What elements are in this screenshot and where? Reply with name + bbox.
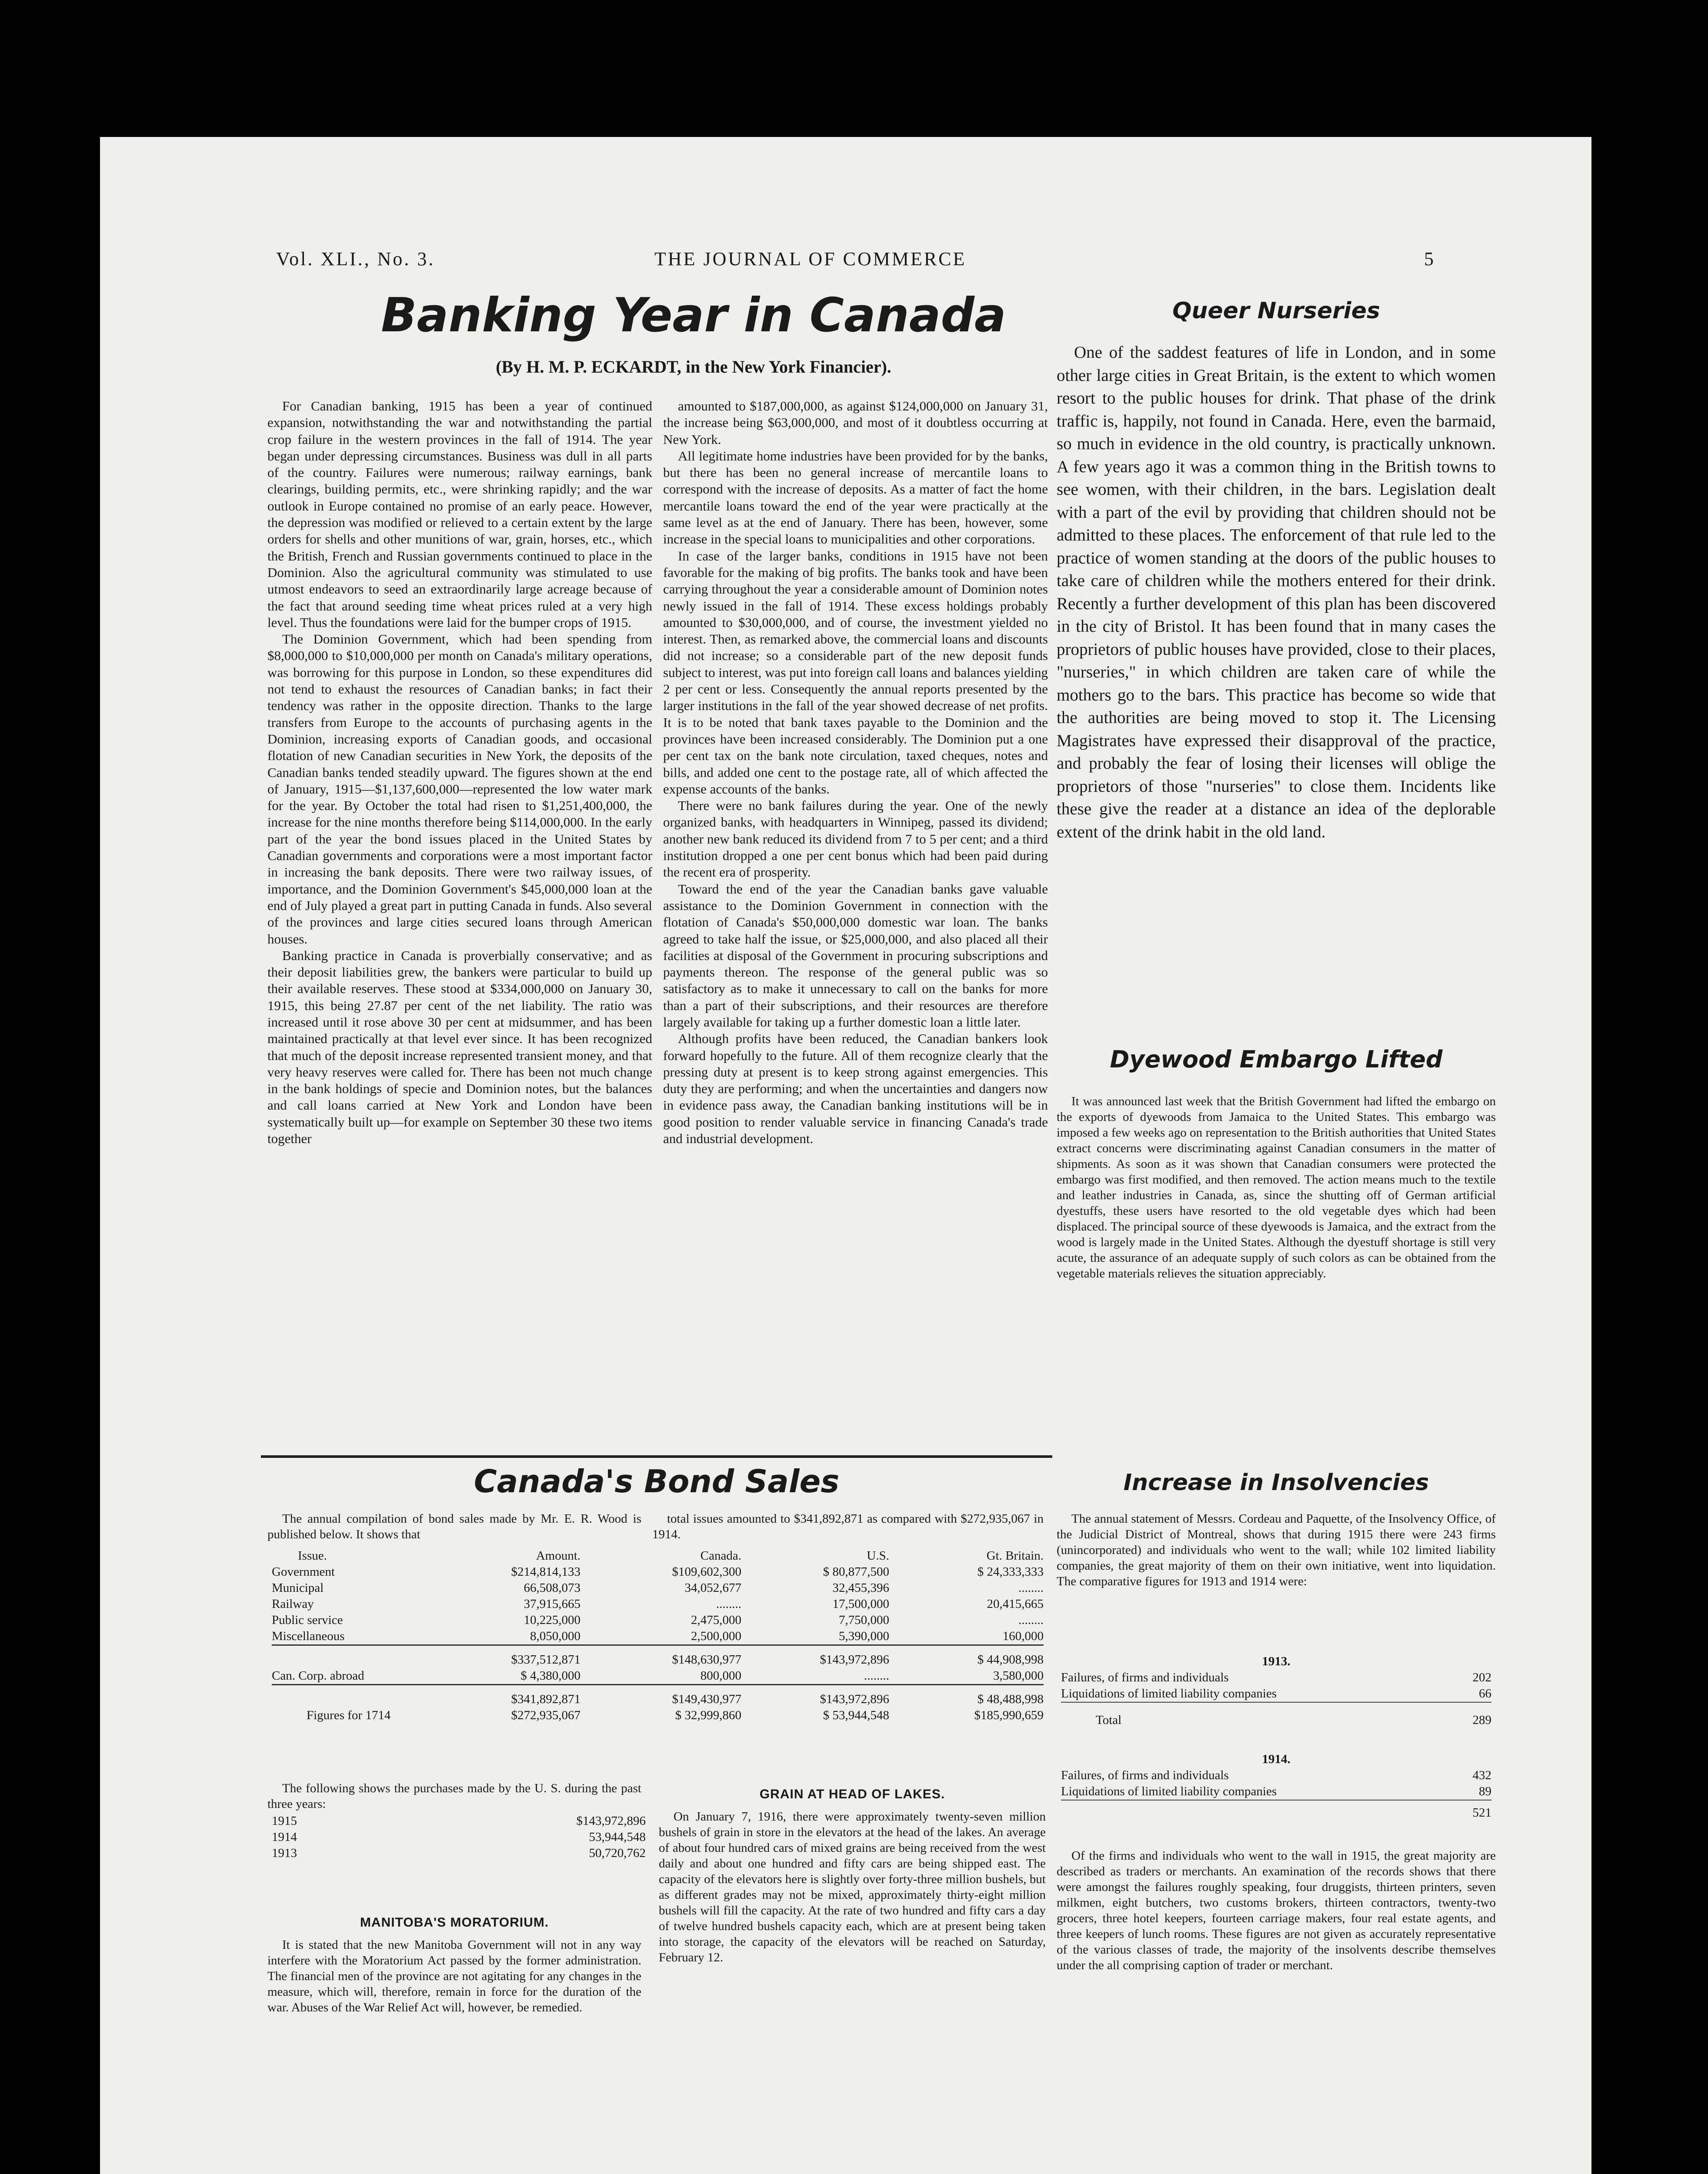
table-row [272,1813,646,1829]
table-cell: Figures for 1714 [307,1708,391,1722]
table-header: Gt. Britain. [986,1549,1044,1563]
table-cell: 20,415,665 [987,1597,1044,1611]
table-cell: Public service [272,1613,343,1627]
table-cell: 521 [1472,1806,1491,1820]
table-row [1061,1670,1491,1686]
manitoba-title: MANITOBA'S MORATORIUM. [360,1915,549,1930]
table-cell: 66 [1479,1687,1491,1701]
banking-title: Banking Year in Canada [381,288,1006,343]
table-header-row [272,1548,1044,1564]
nurseries-title: Queer Nurseries [1172,298,1380,324]
table-header: Amount. [536,1549,580,1563]
banking-column-2 [663,398,1048,1147]
insolvencies-intro [1057,1511,1496,1589]
table-row [272,1596,1044,1612]
table-cell [272,1685,450,1708]
table-cell: Failures, of firms and individuals [1061,1768,1229,1782]
table-row [1061,1784,1491,1800]
table-cell: Government [272,1565,335,1579]
table-cell: $ 32,999,860 [675,1708,741,1722]
table-cell: Railway [272,1597,314,1611]
journal-name: THE JOURNAL OF COMMERCE [654,248,967,270]
banking-paragraph: There were no bank failures during the year. One of the newly organized banks, with headquarters in Winnipeg, passed its dividend; another new bank reduced its dividend from 7 to 5 per cent; and a third institution dropped a one per cent bonus which had been paid during the recent era of prosperity. [663,798,1048,880]
table-cell: 50,720,762 [589,1846,646,1860]
table-cell: $ 24,333,333 [977,1565,1044,1579]
table-cell: 2,500,000 [691,1629,741,1643]
dyewood-text [1057,1094,1496,1281]
table-cell: $337,512,871 [511,1653,580,1667]
table-row [272,1668,1044,1685]
table-cell: 53,944,548 [589,1830,646,1844]
bond-sales-table [272,1548,1044,1724]
table-cell [272,1645,450,1668]
grain-paragraph: On January 7, 1916, there were approximately twenty-seven million bushels of grain in store in the elevators at the head of the lakes. An average of about four hundred cars of mixed grains are being received from the west daily and about one hundred and fifty cars are being shipped east. The capacity of the elevators here is slightly over forty-three million bushels, but as different grades may not be mixed, approximately thirty-eight million bushels will fill the capacity. At the rate of two hundred and fifty cars a day of twelve hundred bushels capacity each, which are at present being taken into storage, the capacity of the elevators will be reached on Saturday, February 12. [659,1810,1046,1964]
nurseries-text [1057,341,1496,844]
manitoba-paragraph: It is stated that the new Manitoba Government will not in any way interfere with the Moratorium Act passed by the former administration. The financial men of the province are not agitating for any changes in the measure, which will, therefore, remain in force for the duration of the war. Abuses of the War Relief Act will, however, be remedied. [267,1938,641,2014]
insolvencies-outro [1057,1848,1496,1973]
table-cell: Liquidations of limited liability companies [1061,1687,1277,1701]
table-cell: 800,000 [700,1669,741,1683]
table-cell: $143,972,896 [576,1814,646,1828]
table-cell: Can. Corp. abroad [272,1669,364,1683]
table-cell: 66,508,073 [524,1581,580,1595]
table-cell: $ 4,380,000 [520,1669,580,1683]
bonds-intro-left [267,1511,641,1542]
page-number: 5 [1424,248,1435,270]
table-cell: ........ [1018,1581,1044,1595]
table-cell: $ 44,908,998 [977,1653,1044,1667]
table-cell: 1913 [272,1846,297,1860]
table-cell: $ 80,877,500 [823,1565,889,1579]
dyewood-paragraph: It was announced last week that the British Government had lifted the embargo on the exports of dyewoods from Jamaica to the United States. This embargo was imposed a few weeks ago on representation to the British authorities that United States extract concerns were discriminating against Canadian consumers in the matter of shipments. As soon as it was shown that Canadian consumers were protected the embargo was first modified, and then removed. The action means much to the textile and leather industries in Canada, as, since the shutting off of German artificial dyestuffs, these users have resorted to the old vegetable dyes which had been displaced. The principal source of these dyewoods is Jamaica, and the extract from the wood is largely made in the United States. Although the dyestuff shortage is still very acute, the assurance of an adequate supply of such colors as can be obtained from the vegetable materials relieves the situation appreciably. [1057,1094,1496,1280]
table-cell: 34,052,677 [684,1581,741,1595]
table-cell: 10,225,000 [524,1613,580,1627]
subtotal-row [272,1645,1044,1668]
banking-paragraph: Toward the end of the year the Canadian banks gave valuable assistance to the Dominion Government in connection with the flotation of Canada's $50,000,000 domestic war loan. The banks agreed to take half the issue, or $25,000,000, and also placed all their facilities at disposal of the Government in procuring subscriptions and payments thereon. The response of the general public was so satisfactory as to make it unnecessary to call on the banks for more than a part of their subscriptions, and their resources are therefore largely available for taking up a further domestic loan a little later. [663,881,1048,1030]
table-cell: ........ [864,1669,889,1683]
bonds-intro-right [652,1511,1044,1542]
year-1913-heading: 1913. [1262,1654,1291,1668]
table-cell: $143,972,896 [820,1653,889,1667]
table-header: Canada. [700,1549,741,1563]
us-purchases-table [272,1813,646,1861]
table-cell: $ 48,488,998 [977,1692,1044,1706]
table-row [272,1580,1044,1596]
table-cell: $149,430,977 [672,1692,741,1706]
table-cell: Municipal [272,1581,324,1595]
table-cell: $ 53,944,548 [823,1708,889,1722]
table-cell: 2,475,000 [691,1613,741,1627]
table-row [272,1628,1044,1645]
total-row [1061,1800,1491,1821]
table-cell: 202 [1472,1671,1491,1684]
table-cell: Miscellaneous [272,1629,345,1643]
table-cell: $148,630,977 [672,1653,741,1667]
bonds-title: Canada's Bond Sales [474,1463,840,1500]
table-cell: 289 [1472,1713,1491,1727]
table-row [1061,1767,1491,1784]
table-cell: $185,990,659 [974,1708,1044,1722]
banking-paragraph: For Canadian banking, 1915 has been a year of continued expansion, notwithstanding the war and notwithstanding the partial crop failure in the western provinces in the fall of 1914. The year began under depressing circumstances. Business was dull in all parts of the country. Failures were numerous; railway earnings, bank clearings, building permits, etc., were shrinking rapidly; and the war outlook in Europe contained no promise of an early peace. However, the depression was modified or relieved to a certain extent by the large orders for shells and other munitions of war, grain, horses, etc., which the British, French and Russian governments continued to place in the Dominion. Also the agricultural community was stimulated to use utmost endeavors to seed an extraordinarily large acreage because of the fact that around seeding time wheat prices ruled at a very high level. Thus the foundations were laid for the bumper crops of 1915. [267,398,652,630]
table-row [272,1612,1044,1628]
banking-byline: (By H. M. P. ECKARDT, in the New York Financier). [496,357,891,377]
table-cell: ........ [716,1597,741,1611]
table-row [272,1845,646,1861]
banking-paragraph: Banking practice in Canada is proverbially conservative; and as their deposit liabilities grew, the bankers were particular to build up their available reserves. These stood at $334,000,000 on January 30, 1915, this being 27.87 per cent of the net liability. The ratio was increased until it rose above 30 per cent at midsummer, and has been maintained practically at that level ever since. It has been recognized that much of the deposit increase represented transient money, and that very heavy reserves were called for. There has been not much change in the bank holdings of specie and Dominion notes, but the balances and call loans carried at New York and London have been systematically built up—for example on September 30 these two items together [267,947,652,1147]
section-divider [261,1455,1052,1458]
table-cell: 89 [1479,1784,1491,1798]
table-header: U.S. [867,1549,889,1563]
table-cell: ........ [1018,1613,1044,1627]
table-cell: $214,814,133 [511,1565,580,1579]
table-cell: 7,750,000 [839,1613,889,1627]
table-cell: 1914 [272,1830,297,1844]
table-cell: Liquidations of limited liability companies [1061,1784,1277,1798]
banking-paragraph: amounted to $187,000,000, as against $124,000,000 on January 31, the increase being $63,000,000, and most of it doubtless occurring at New York. [663,398,1048,447]
bonds-intro-text: total issues amounted to $341,892,871 as compared with $272,935,067 in 1914. [652,1512,1044,1541]
banking-paragraph: All legitimate home industries have been provided for by the banks, but there has been no general increase of mercantile loans to correspond with the increase of deposits. As a matter of fact the home mercantile loans toward the end of the year were practically at the same level as at the end of January. There has been, however, some increase in the special loans to municipalities and other corporations. [663,448,1048,547]
table-cell: 17,500,000 [832,1597,889,1611]
insolvencies-1914-table [1061,1767,1491,1821]
table-row [1061,1686,1491,1702]
nurseries-paragraph: One of the saddest features of life in London, and in some other large cities in Great Britain, is the extent to which women resort to the public houses for drink. That phase of the drink traffic is, happily, not found in Canada. Here, even the barmaid, so much in evidence in the old country, is practically unknown. A few years ago it was a common thing in the British towns to see women, with their children, in the bars. Legislation dealt with a part of the evil by providing that children should not be admitted to these places. The enforcement of that rule led to the practice of women standing at the doors of the public houses to take care of children while the mothers entered for their drink. Recently a further development of this plan has been discovered in the city of Bristol. It has been found that in many cases the proprietors of public houses have provided, close to their places, "nurseries," in which children are taken care of while the mothers go to the bars. This practice has become so wide that the authorities are being moved to stop it. The Licensing Magistrates have expressed their disapproval of the practice, and probably the fear of losing their licenses will oblige the proprietors of those "nurseries" to close them. Incidents like these give the reader at a distance an idea of the deplorable extent of the drink habit in the old land. [1057,343,1496,841]
year-1914-heading: 1914. [1262,1752,1291,1766]
table-row [272,1829,646,1845]
grain-title: GRAIN AT HEAD OF LAKES. [759,1787,945,1801]
manitoba-text [267,1937,641,2015]
banking-paragraph: Although profits have been reduced, the Canadian bankers look forward hopefully to the future. All of them recognize clearly that the pressing duty at present is to keep strong against emergencies. This duty they are performing; and when the uncertainties and dangers now in evidence pass away, the Canadian banking institutions will be in good position to render valuable service in financing Canada's trade and industrial development. [663,1031,1048,1147]
table-cell: 32,455,396 [832,1581,889,1595]
table-cell: 1915 [272,1814,297,1828]
table-cell: Failures, of firms and individuals [1061,1671,1229,1684]
grain-text [659,1809,1046,1965]
table-cell: 8,050,000 [530,1629,580,1643]
table-cell: 37,915,665 [524,1597,580,1611]
total-row [1061,1702,1491,1728]
banking-paragraph: In case of the larger banks, conditions in 1915 have not been favorable for the making of big profits. The banks took and have been carrying throughout the year a considerable amount of Dominion notes newly issued in the fall of 1914. These excess holdings probably amounted to $30,000,000, and of course, the investment yielded no interest. Then, as remarked above, the commercial loans and discounts did not increase; so a considerable part of the new deposit funds subject to interest, was put into foreign call loans and balances yielding 2 per cent or less. Consequently the annual reports presented by the larger institutions in the fall of the year showed decrease of net profits. It is to be noted that bank taxes payable to the Dominion and the provinces have been increased considerably. The Dominion put a one per cent tax on the bank note circulation, taxed cheques, notes and bills, and added one cent to the postage rate, all of which affected the expense accounts of the banks. [663,548,1048,797]
table-cell: $109,602,300 [672,1565,741,1579]
table-row [272,1707,1044,1724]
banking-column-1 [267,398,652,1147]
table-header: Issue. [298,1549,327,1563]
table-cell: Total [1096,1713,1122,1727]
bonds-intro-text: The annual compilation of bond sales made by Mr. E. R. Wood is published below. It shows that [267,1512,641,1541]
newspaper-page [100,137,1591,2174]
dyewood-title: Dyewood Embargo Lifted [1110,1046,1443,1073]
insolvencies-1913-table [1061,1670,1491,1728]
table-row [272,1564,1044,1580]
table-cell: $272,935,067 [511,1708,580,1722]
table-cell: 3,580,000 [993,1669,1044,1683]
table-cell: $341,892,871 [511,1692,580,1706]
table-cell: 432 [1472,1768,1491,1782]
table-cell: $143,972,896 [820,1692,889,1706]
table-cell: 5,390,000 [839,1629,889,1643]
banking-paragraph: The Dominion Government, which had been spending from $8,000,000 to $10,000,000 per month on Canada's military operations, was borrowing for this purpose in London, so these expenditures did not tend to exhaust the resources of Canadian banks; in fact their tendency was rather in the opposite direction. Thanks to the large transfers from Europe to the accounts of purchasing agents in the Dominion, increasing exports of Canadian goods, and occasional flotation of new Canadian securities in New York, the deposits of the Canadian banks tended steadily upward. The figures shown at the end of January, 1915—$1,137,600,000—represented the low water mark for the year. By October the total had risen to $1,251,400,000, the increase for the nine months therefore being $114,000,000. In the early part of the year the bond issues placed in the United States by Canadian governments and corporations were a most important factor in increasing the bank deposits. There were two railway issues, of importance, and the Dominion Government's $45,000,000 loan at the end of July played a great part in putting Canada in funds. Also several of the provinces and large cities secured loans through American houses. [267,631,652,947]
us-purchases-text: The following shows the purchases made by the U. S. during the past three years: [267,1781,641,1811]
insolvencies-title: Increase in Insolvencies [1123,1470,1429,1496]
us-purchases-intro [267,1781,641,1812]
insolvencies-paragraph: Of the firms and individuals who went to the wall in 1915, the great majority are described as traders or merchants. An examination of the records shows that there were amongst the failures roughly speaking, four druggists, thirteen printers, seven milkmen, eight butchers, two customs brokers, thirteen contractors, twenty-two grocers, three hotel keepers, fourteen carriage makers, four real estate agents, and three keepers of lunch rooms. These figures are not given as accurately representative of the various classes of trade, the majority of the insolvents describe themselves under the all comprising caption of trader or merchant. [1057,1849,1496,1972]
total-row [272,1685,1044,1708]
volume-number: Vol. XLI., No. 3. [276,248,435,270]
table-cell: 160,000 [1002,1629,1044,1643]
insolvencies-paragraph: The annual statement of Messrs. Cordeau and Paquette, of the Insolvency Office, of the Judicial District of Montreal, shows that during 1915 there were 243 firms (unincorporated) and individuals who went to the wall; while 102 limited liability companies, the great majority of them on their own initiative, went into liquidation. The comparative figures for 1913 and 1914 were: [1057,1512,1496,1588]
